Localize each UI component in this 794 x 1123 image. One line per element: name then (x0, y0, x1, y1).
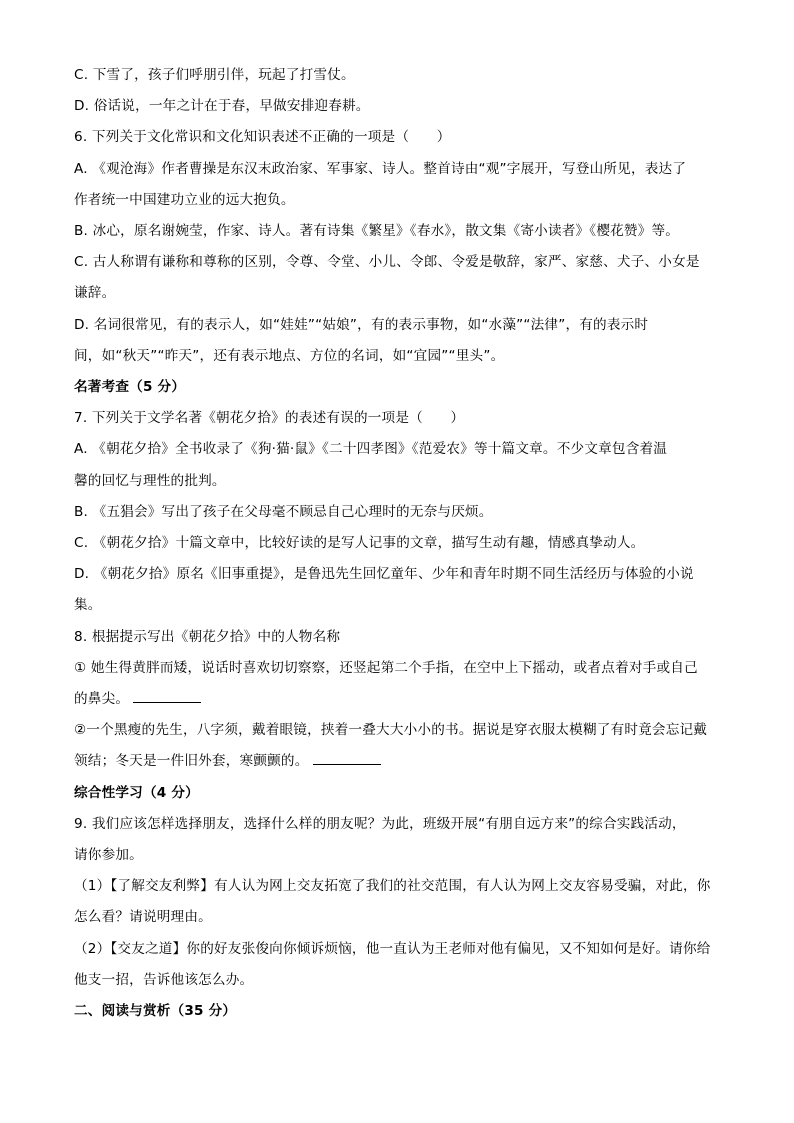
q6-option-c-cont: 谦辞。 (74, 285, 116, 302)
answer-blank-2[interactable] (313, 763, 381, 765)
section-heading-comprehensive: 综合性学习（4 分） (74, 784, 199, 801)
q8-item-1-cont-text: 的鼻尖。 (74, 691, 130, 708)
q8-item-1: ① 她生得黄胖而矮，说话时喜欢切切察察，还竖起第二个手指，在空中上下摇动，或者点着对手或自己 (74, 659, 698, 676)
section-heading-classics: 名著考查（5 分） (74, 379, 186, 396)
q9-sub-1-cont: 怎么看？请说明理由。 (74, 909, 212, 926)
question-9: 9. 我们应该怎样选择朋友，选择什么样的朋友呢？为此，班级开展“有朋自远方来”的综合实践活动， (74, 815, 686, 832)
section-heading-reading: 二、阅读与赏析（35 分） (74, 1003, 237, 1020)
q6-option-d: D. 名词很常见，有的表示人，如“娃娃”“姑娘”，有的表示事物，如“水藻”“法律”，有的表示时 (74, 316, 649, 333)
question-7: 7. 下列关于文学名著《朝花夕拾》的表述有误的一项是（ ） (74, 410, 465, 427)
q7-option-b: B. 《五猖会》写出了孩子在父母毫不顾忌自己心理时的无奈与厌烦。 (74, 503, 493, 520)
q7-option-c: C. 《朝花夕拾》十篇文章中，比较好读的是写人记事的文章，描写生动有趣，情感真挚动人。 (74, 535, 645, 552)
q8-item-2: ②一个黑瘦的先生，八字须，戴着眼镜，挟着一叠大大小小的书。据说是穿衣服太模糊了有时竟会忘记戴 (74, 722, 708, 739)
q8-item-1-cont (74, 684, 724, 715)
q8-item-2-cont-text: 领结；冬天是一件旧外套，寒颤颤的。 (74, 753, 309, 770)
q7-option-a: A. 《朝花夕拾》全书收录了《狗·猫·鼠》《二十四孝图》《范爱农》等十篇文章。不少文章包含着温 (74, 441, 668, 458)
q9-sub-2: （2）【交友之道】你的好友张俊向你倾诉烦恼，他一直认为王老师对他有偏见，又不知如何是好。请你给 (74, 940, 711, 957)
q8-item-2-cont (74, 746, 724, 777)
q7-option-d-cont: 集。 (74, 597, 102, 614)
question-8: 8. 根据提示写出《朝花夕拾》中的人物名称 (74, 628, 341, 645)
q9-sub-2-cont: 他支一招，告诉他该怎么办。 (74, 971, 254, 988)
q6-option-a-cont: 作者统一中国建功立业的远大抱负。 (74, 191, 295, 208)
q6-option-c: C. 古人称谓有谦称和尊称的区别，令尊、令堂、小儿、令郎、令爱是敬辞，家严、家慈、犬子、小女是 (74, 254, 700, 271)
option-d-line: D. 俗话说，一年之计在于春，早做安排迎春耕。 (74, 98, 370, 115)
document-page (74, 60, 724, 1027)
q6-option-a: A. 《观沧海》作者曹操是东汉末政治家、军事家、诗人。整首诗由“观”字展开，写登山所见，表达了 (74, 160, 687, 177)
q7-option-d: D. 《朝花夕拾》原名《旧事重提》，是鲁迅先生回忆童年、少年和青年时期不同生活经历与体验的小说 (74, 566, 694, 583)
question-9-cont: 请你参加。 (74, 847, 143, 864)
q6-option-b: B. 冰心，原名谢婉莹，作家、诗人。著有诗集《繁星》《春水》，散文集《寄小读者》《樱花赞》等。 (74, 223, 680, 240)
option-c-line: C. 下雪了，孩子们呼朋引伴，玩起了打雪仗。 (74, 67, 355, 83)
q6-option-d-cont: 间，如“秋天”“昨天”，还有表示地点、方位的名词，如“宜园”“里头”。 (74, 347, 505, 364)
q9-sub-1: （1）【了解交友利弊】有人认为网上交友拓宽了我们的社交范围，有人认为网上交友容易受骗，对此，你 (74, 878, 711, 895)
question-6: 6. 下列关于文化常识和文化知识表述不正确的一项是（ ） (74, 129, 451, 146)
q7-option-a-cont: 馨的回忆与理性的批判。 (74, 472, 226, 489)
answer-blank-1[interactable] (133, 701, 201, 703)
